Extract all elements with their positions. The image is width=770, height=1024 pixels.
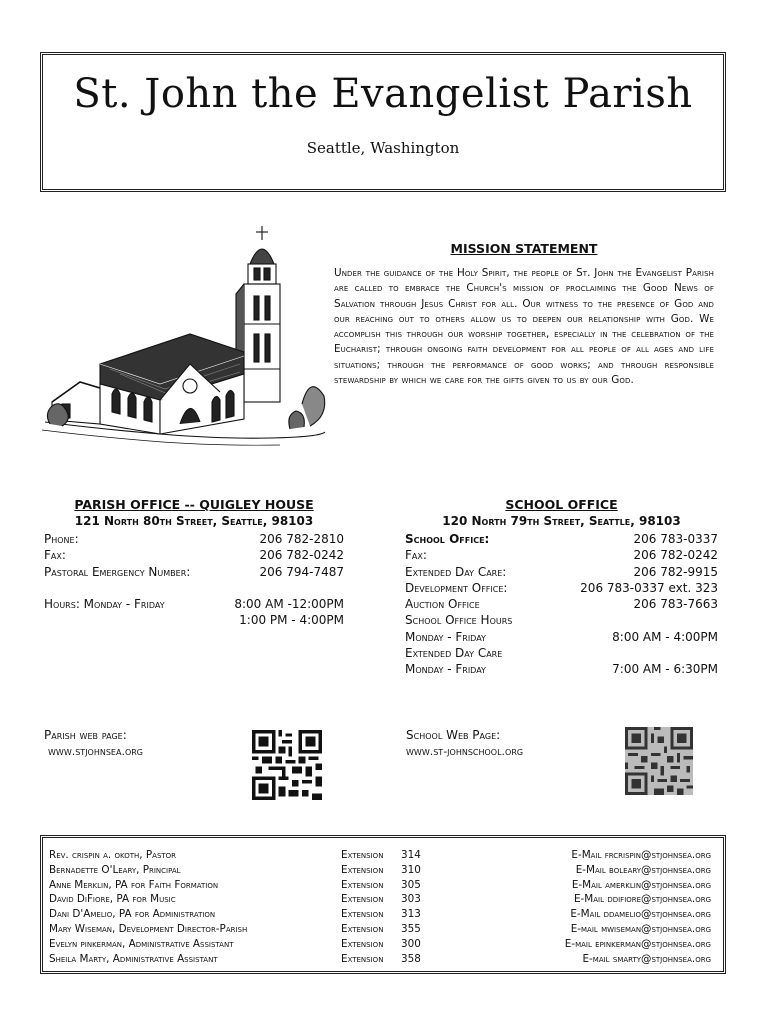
staff-name: Sheila Marty, Administrative Assistant xyxy=(49,952,218,965)
school-row xyxy=(405,547,718,563)
row-label: Fax: xyxy=(44,548,66,563)
school-web-label: School Web Page: xyxy=(406,728,501,742)
school-office-heading: SCHOOL OFFICE xyxy=(505,497,618,512)
staff-email[interactable]: E-Mail boleary@stjohnsea.org xyxy=(575,863,711,876)
row-label: Phone: xyxy=(44,532,79,546)
school-row xyxy=(405,645,718,661)
parish-office-heading: PARISH OFFICE -- QUIGLEY HOUSE xyxy=(74,497,314,512)
row-label: School Office: xyxy=(405,532,490,546)
ext-number: 314 xyxy=(401,849,421,861)
parish-hours-row-2 xyxy=(44,612,344,628)
ext-label: Extension xyxy=(341,863,384,876)
row-value: 8:00 AM - 4:00PM xyxy=(612,629,718,644)
row-label: Extended Day Care: xyxy=(405,564,507,579)
parish-emergency-row xyxy=(44,564,344,580)
row-label: Monday - Friday xyxy=(405,662,486,677)
row-value: 206 794-7487 xyxy=(259,564,344,579)
ext-number: 358 xyxy=(401,952,421,965)
ext-label: Extension xyxy=(341,878,384,891)
parish-phone-row xyxy=(44,531,344,547)
ext-label: Extension xyxy=(341,922,384,935)
ext-number: 305 xyxy=(401,878,421,891)
row-value: 206 782-2810 xyxy=(259,532,344,546)
hours-afternoon: 1:00 PM - 4:00PM xyxy=(239,613,344,628)
school-web-link[interactable]: www.st-johnschool.org xyxy=(406,745,524,758)
row-value: 7:00 AM - 6:30PM xyxy=(612,662,718,677)
ext-number: 303 xyxy=(401,893,421,906)
parish-office-section xyxy=(44,497,344,628)
row-label: Auction Office xyxy=(405,597,480,612)
staff-email[interactable]: E-mail smarty@stjohnsea.org xyxy=(582,952,711,965)
ext-number: 300 xyxy=(401,937,421,950)
row-value: 206 783-7663 xyxy=(633,597,718,612)
staff-row xyxy=(49,892,717,907)
staff-name: Evelyn pinkerman, Administrative Assistant xyxy=(49,937,234,950)
row-value: 206 783-0337 ext. 323 xyxy=(580,580,718,595)
row-value: 206 782-9915 xyxy=(633,564,718,579)
ext-label: Extension xyxy=(341,893,384,906)
hours-label: Hours: Monday - Friday xyxy=(44,596,165,611)
row-label: Monday - Friday xyxy=(405,629,486,644)
page-subtitle: Seattle, Washington xyxy=(306,139,460,157)
school-office-section xyxy=(405,497,718,678)
page-title: St. John the Evangelist Parish xyxy=(73,71,693,117)
staff-email[interactable]: E-Mail ddifiore@stjohnsea.org xyxy=(573,893,711,906)
school-row xyxy=(405,564,718,580)
staff-email[interactable]: E-mail mwiseman@stjohnsea.org xyxy=(570,922,711,935)
ext-label: Extension xyxy=(341,937,384,950)
row-label: School Office Hours xyxy=(405,613,513,628)
staff-row xyxy=(49,952,717,967)
staff-name: Rev. crispin a. okoth, Pastor xyxy=(49,849,177,861)
row-value: 206 782-0242 xyxy=(633,548,718,563)
ext-number: 310 xyxy=(401,863,421,876)
staff-email[interactable]: E-Mail amerklin@stjohnsea.org xyxy=(571,878,711,891)
staff-name: Mary Wiseman, Development Director-Parish xyxy=(49,922,248,935)
row-value: 206 783-0337 xyxy=(633,532,718,546)
parish-office-address: 121 North 80th Street, Seattle, 98103 xyxy=(74,514,314,528)
staff-row xyxy=(49,848,717,863)
row-label: Fax: xyxy=(405,548,427,563)
parish-web-link[interactable]: www.stjohnsea.org xyxy=(48,745,144,758)
ext-number: 355 xyxy=(401,922,421,935)
ext-label: Extension xyxy=(341,849,384,861)
header-box xyxy=(40,52,726,192)
row-label: Development Office: xyxy=(405,580,508,595)
mission-heading: MISSION STATEMENT xyxy=(450,241,598,256)
church-illustration xyxy=(40,224,330,474)
staff-directory-box xyxy=(40,835,726,974)
staff-row xyxy=(49,907,717,922)
parish-hours-row xyxy=(44,596,344,612)
parish-fax-row xyxy=(44,547,344,563)
school-qr-code xyxy=(625,727,693,795)
staff-email[interactable]: E-mail epinkerman@stjohnsea.org xyxy=(564,937,711,950)
parish-web-label: Parish web page: xyxy=(44,728,127,742)
row-label: Extended Day Care xyxy=(405,646,503,661)
staff-row xyxy=(49,937,717,952)
ext-number: 313 xyxy=(401,908,421,921)
staff-name: Anne Merklin, PA for Faith Formation xyxy=(49,878,219,891)
school-row xyxy=(405,580,718,596)
staff-row xyxy=(49,863,717,878)
hours-morning: 8:00 AM -12:00PM xyxy=(234,596,344,611)
mission-text: Under the guidance of the Holy Spirit, the people of St. John the Evangelist Parish are called to embrace the Church's mission of proclaiming the Good News of Salvation through Jesus Christ for all. Our witness to the presence of God and our reaching out to others allow us to deepen our relationship with God. We accomplish this through our worship together, especially in the celebration of the Eucharist; through ongoing faith development for all people of all ages and life situations; through the performance of good works; and through responsible stewardship by which we care for the gifts given to us by our God. xyxy=(334,267,714,387)
school-office-address: 120 North 79th Street, Seattle, 98103 xyxy=(442,514,681,528)
school-row xyxy=(405,661,718,677)
staff-row xyxy=(49,878,717,893)
staff-name: Dani D'Amelio, PA for Administration xyxy=(49,908,216,921)
ext-label: Extension xyxy=(341,952,384,965)
ext-label: Extension xyxy=(341,908,384,921)
staff-list xyxy=(49,848,717,966)
school-row xyxy=(405,531,718,547)
school-row xyxy=(405,596,718,612)
staff-name: David DiFiore, PA for Music xyxy=(49,893,176,906)
staff-row xyxy=(49,922,717,937)
row-value: 206 782-0242 xyxy=(259,548,344,563)
school-row xyxy=(405,612,718,628)
row-label: Pastoral Emergency Number: xyxy=(44,564,191,579)
staff-email[interactable]: E-Mail ddamelio@stjohnsea.org xyxy=(570,908,711,921)
parish-qr-code xyxy=(252,730,322,800)
school-row xyxy=(405,629,718,645)
staff-name: Bernadette O'Leary, Principal xyxy=(49,863,181,876)
staff-email[interactable]: E-Mail frcrispin@stjohnsea.org xyxy=(571,849,711,861)
